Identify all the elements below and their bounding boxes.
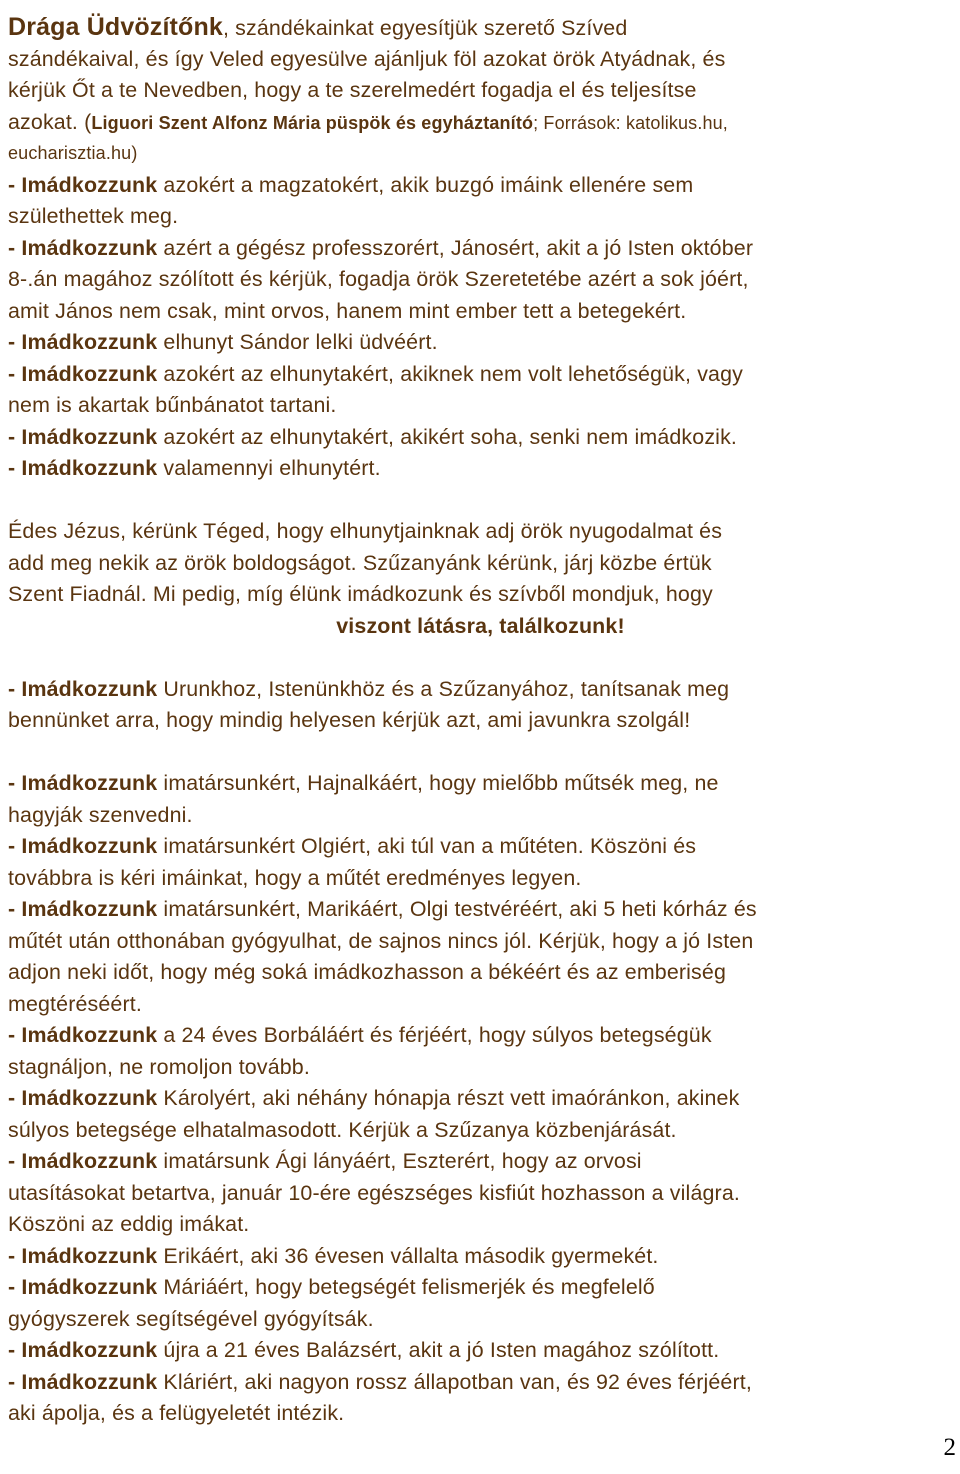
member-3-line-3: adjon neki időt, hogy még soká imádkozhasson a békéért és az emberiség bbox=[8, 960, 726, 984]
petition-prefix: - Imádkozzunk bbox=[8, 172, 158, 197]
petition-text: Kláriért, aki nagyon rossz állapotban van, és 92 éves férjéért, bbox=[157, 1369, 752, 1394]
member-6-line-1 bbox=[8, 1146, 948, 1178]
page-number: 2 bbox=[943, 1434, 956, 1461]
member-1-line-1 bbox=[8, 768, 948, 800]
petition-text: elhunyt Sándor lelki üdvéért. bbox=[157, 330, 438, 354]
petition-4-line-2: nem is akartak bűnbánatot tartani. bbox=[8, 393, 337, 417]
petition-2-line-1 bbox=[8, 233, 948, 265]
closing-line-2: add meg nekik az örök boldogságot. Szűzanyánk kérünk, járj közbe értük bbox=[8, 550, 712, 575]
intro-line-2: szándékaival, és így Veled egyesülve ajánljuk föl azokat örök Atyádnak, és bbox=[8, 46, 726, 71]
petition-text: azokért az elhunytakért, akikért soha, senki nem imádkozik. bbox=[157, 424, 738, 449]
member-4-line-1 bbox=[8, 1020, 948, 1052]
member-2-line-1 bbox=[8, 831, 948, 863]
member-3-line-4: megtéréséért. bbox=[8, 991, 142, 1016]
petition-prefix: - Imádkozzunk bbox=[8, 676, 158, 701]
petition-text: imatársunkért, Hajnalkáért, hogy mielőbb műtsék meg, ne bbox=[157, 771, 719, 795]
petition-text: azért a gégész professzorért, Jánosért, akit a jó Isten október bbox=[157, 235, 754, 260]
petition-prefix: - Imádkozzunk bbox=[8, 235, 158, 260]
petition-prefix: - Imádkozzunk bbox=[8, 361, 158, 386]
member-9 bbox=[8, 1335, 948, 1367]
petition-prefix: - Imádkozzunk bbox=[8, 456, 158, 480]
paragraph-gap bbox=[8, 485, 948, 517]
petition-prefix: - Imádkozzunk bbox=[8, 1086, 158, 1110]
petition-prefix: - Imádkozzunk bbox=[8, 1369, 158, 1394]
intro-line-5: eucharisztia.hu) bbox=[8, 143, 138, 163]
intro-line-1 bbox=[8, 12, 948, 44]
petition-3 bbox=[8, 327, 948, 359]
petition-prefix: - Imádkozzunk bbox=[8, 834, 158, 858]
petition-4-line-1 bbox=[8, 359, 948, 391]
petition-prefix: - Imádkozzunk bbox=[8, 1023, 158, 1047]
petition-prefix: - Imádkozzunk bbox=[8, 1275, 158, 1299]
intro-title: Drága Üdvözítőnk bbox=[8, 13, 223, 41]
petition-text: Urunkhoz, Istenünkhöz és a Szűzanyához, tanítsanak meg bbox=[157, 676, 730, 701]
member-6-line-2: utasításokat betartva, január 10-ére egészséges kisfiút hozhasson a világra. bbox=[8, 1180, 740, 1205]
petition-text: a 24 éves Borbáláért és férjéért, hogy súlyos betegségük bbox=[157, 1023, 712, 1047]
source-list: ; Források: katolikus.hu, bbox=[533, 112, 728, 133]
member-5-line-1 bbox=[8, 1083, 948, 1115]
member-3-line-2: műtét után otthonában gyógyulhat, de sajnos nincs jól. Kérjük, hogy a jó Isten bbox=[8, 928, 754, 953]
closing-highlight: viszont látásra, találkozunk! bbox=[336, 613, 625, 638]
member-4-line-2: stagnáljon, ne romoljon tovább. bbox=[8, 1054, 310, 1079]
member-6-line-3: Köszöni az eddig imákat. bbox=[8, 1212, 250, 1236]
paragraph-gap bbox=[8, 737, 948, 769]
member-10-line-1 bbox=[8, 1367, 948, 1399]
petition-text: Károlyért, aki néhány hónapja részt vett imaóránkon, akinek bbox=[157, 1086, 740, 1110]
paragraph-gap bbox=[8, 642, 948, 674]
document-page bbox=[8, 12, 948, 1430]
petition-1-line-1 bbox=[8, 170, 948, 202]
intro-line-4-start: azokat. ( bbox=[8, 109, 92, 134]
petition-text: Máriáért, hogy betegségét felismerjék és megfelelő bbox=[157, 1275, 655, 1299]
member-5-line-2: súlyos betegsége elhatalmasodott. Kérjük a Szűzanya közbenjárását. bbox=[8, 1117, 677, 1142]
petition-text: azokért a magzatokért, akik buzgó imáink ellenére sem bbox=[157, 172, 694, 197]
petition-prefix: - Imádkozzunk bbox=[8, 897, 158, 921]
petition-5 bbox=[8, 422, 948, 454]
petition-prefix: - Imádkozzunk bbox=[8, 1149, 158, 1173]
member-2-line-2: továbbra is kéri imáinkat, hogy a műtét eredményes legyen. bbox=[8, 865, 582, 890]
petition-1-line-2: születhettek meg. bbox=[8, 204, 179, 228]
petition-text: újra a 21 éves Balázsért, akit a jó Isten magához szólított. bbox=[157, 1338, 720, 1362]
petition-2-line-3: amit János nem csak, mint orvos, hanem mint ember tett a betegekért. bbox=[8, 298, 687, 323]
source-author: Liguori Szent Alfonz Mária püspök és egyháztanító bbox=[91, 112, 534, 133]
petition-text: Erikáért, aki 36 évesen vállalta második gyermekét. bbox=[157, 1243, 659, 1268]
closing-line-1: Édes Jézus, kérünk Téged, hogy elhunytjainknak adj örök nyugodalmat és bbox=[8, 519, 723, 543]
member-10-line-2: aki ápolja, és a felügyeletét intézik. bbox=[8, 1401, 345, 1425]
petition-prefix: - Imádkozzunk bbox=[8, 1243, 158, 1268]
petition-text: imatársunk Ági lányáért, Eszterért, hogy az orvosi bbox=[157, 1149, 642, 1173]
general-line-1 bbox=[8, 674, 948, 706]
petition-text: imatársunkért, Marikáért, Olgi testvéréért, aki 5 heti kórház és bbox=[157, 897, 757, 921]
intro-line-1-text: , szándékainkat egyesítjük szerető Szíved bbox=[222, 16, 628, 40]
member-1-line-2: hagyják szenvedni. bbox=[8, 802, 193, 827]
member-8-line-1 bbox=[8, 1272, 948, 1304]
member-7 bbox=[8, 1241, 948, 1273]
petition-text: azokért az elhunytakért, akiknek nem volt lehetőségük, vagy bbox=[157, 361, 743, 386]
intro-line-3: kérjük Őt a te Nevedben, hogy a te szerelmedért fogadja el és teljesítse bbox=[8, 78, 697, 102]
petition-text: imatársunkért Olgiért, aki túl van a műtéten. Köszöni és bbox=[157, 834, 697, 858]
closing-line-3: Szent Fiadnál. Mi pedig, míg élünk imádkozunk és szívből mondjuk, hogy bbox=[8, 582, 713, 606]
general-line-2: bennünket arra, hogy mindig helyesen kérjük azt, ami javunkra szolgál! bbox=[8, 708, 691, 732]
petition-prefix: - Imádkozzunk bbox=[8, 771, 158, 795]
petition-2-line-2: 8-.án magához szólított és kérjük, fogadja örök Szeretetébe azért a sok jóért, bbox=[8, 267, 749, 291]
member-8-line-2: gyógyszerek segítségével gyógyítsák. bbox=[8, 1306, 374, 1331]
petition-prefix: - Imádkozzunk bbox=[8, 424, 158, 449]
petition-prefix: - Imádkozzunk bbox=[8, 1338, 158, 1362]
petition-prefix: - Imádkozzunk bbox=[8, 330, 158, 354]
intro-line-4 bbox=[8, 107, 948, 139]
petition-6 bbox=[8, 453, 948, 485]
petition-text: valamennyi elhunytért. bbox=[157, 456, 381, 480]
member-3-line-1 bbox=[8, 894, 948, 926]
